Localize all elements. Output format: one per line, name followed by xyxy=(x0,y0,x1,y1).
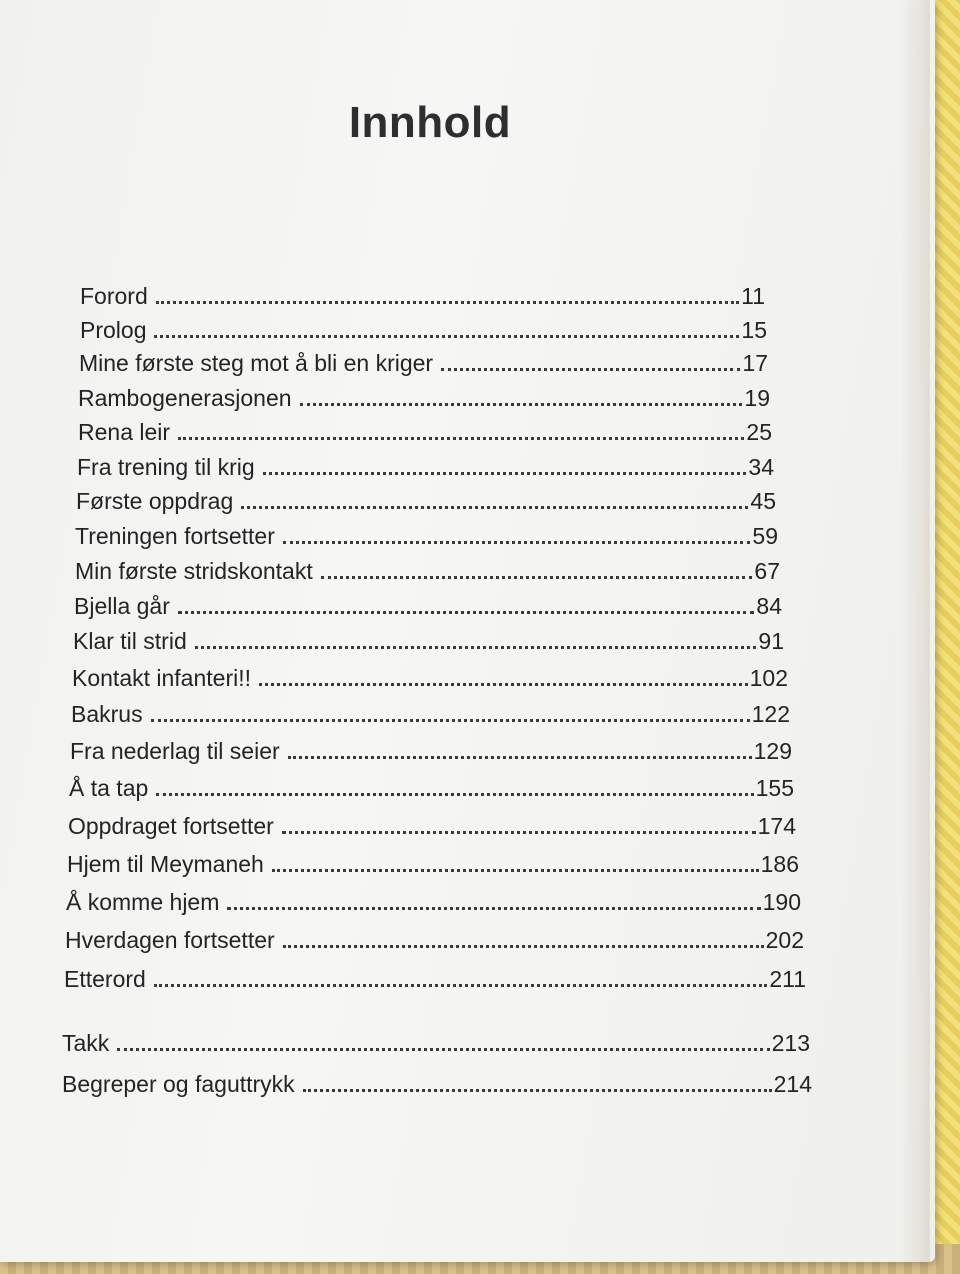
toc-entry-label: Oppdraget fortsetter xyxy=(68,813,274,839)
dot-leader xyxy=(154,984,768,987)
toc-entry xyxy=(62,1068,812,1098)
toc-entry xyxy=(73,625,784,655)
dot-leader xyxy=(263,472,747,475)
toc-entry xyxy=(66,886,801,916)
toc-entry xyxy=(64,963,806,993)
toc-entry-page: 91 xyxy=(758,628,784,654)
toc-entry-label: Prolog xyxy=(80,317,147,343)
dot-leader xyxy=(283,541,751,544)
dot-leader xyxy=(300,403,743,406)
toc-entry xyxy=(65,924,804,954)
toc-entry-page: 17 xyxy=(742,350,768,376)
toc-entry-page: 214 xyxy=(773,1071,812,1097)
toc-entry xyxy=(78,416,772,446)
dot-leader xyxy=(156,301,739,304)
dot-leader xyxy=(259,683,748,686)
toc-entry xyxy=(62,1027,810,1057)
toc-entry-page: 25 xyxy=(746,419,772,445)
dot-leader xyxy=(151,719,750,722)
dot-leader xyxy=(156,793,753,796)
toc-entry-label: Etterord xyxy=(64,966,146,992)
toc-entry-label: Bjella går xyxy=(74,593,170,619)
toc-entry xyxy=(75,555,780,585)
toc-entry-label: Å ta tap xyxy=(69,775,149,801)
dot-leader xyxy=(441,368,740,371)
toc-entry-label: Rambogenerasjonen xyxy=(78,385,292,411)
dot-leader xyxy=(321,576,753,579)
toc-entry-page: 155 xyxy=(755,775,794,801)
toc-entry-label: Bakrus xyxy=(71,701,143,727)
toc-entry-page: 84 xyxy=(756,593,782,619)
page-title: Innhold xyxy=(348,98,512,147)
toc-entry-page: 19 xyxy=(744,385,770,411)
toc-entry-label: Klar til strid xyxy=(73,628,187,654)
toc-entry-label: Begreper og faguttrykk xyxy=(62,1071,295,1097)
dot-leader xyxy=(178,437,744,440)
toc-entry-label: Fra nederlag til seier xyxy=(70,738,280,764)
dot-leader xyxy=(195,646,757,649)
toc-entry xyxy=(79,347,768,377)
toc-entry-label: Forord xyxy=(80,283,148,309)
toc-entry-label: Treningen fortsetter xyxy=(75,523,275,549)
toc-entry-label: Hjem til Meymaneh xyxy=(67,851,264,877)
toc-entry-label: Kontakt infanteri!! xyxy=(72,665,251,691)
toc-entry xyxy=(72,662,788,692)
toc-entry xyxy=(78,382,770,412)
toc-entry-page: 34 xyxy=(748,454,774,480)
toc-entry-page: 67 xyxy=(754,558,780,584)
toc-entry xyxy=(80,314,767,344)
toc-entry-page: 174 xyxy=(757,813,796,839)
toc-entry-label: Hverdagen fortsetter xyxy=(65,927,275,953)
toc-entry-label: Å komme hjem xyxy=(66,889,220,915)
toc-entry-page: 122 xyxy=(751,701,790,727)
toc-entry xyxy=(71,698,790,728)
toc-entry-label: Første oppdrag xyxy=(76,488,234,514)
toc-entry xyxy=(80,280,765,310)
toc-entry-label: Takk xyxy=(62,1030,110,1056)
toc-entry xyxy=(69,772,794,802)
dot-leader xyxy=(241,506,748,509)
toc-entry xyxy=(74,590,782,620)
toc-entry-page: 213 xyxy=(771,1030,810,1056)
toc-entry-page: 59 xyxy=(752,523,778,549)
toc-entry-label: Min første stridskontakt xyxy=(75,558,313,584)
toc-entry-page: 190 xyxy=(762,889,801,915)
toc-entry-page: 211 xyxy=(769,966,806,992)
toc-entry-page: 45 xyxy=(750,488,776,514)
toc-entry-page: 15 xyxy=(741,317,767,343)
toc-entry xyxy=(75,520,778,550)
toc-entry xyxy=(77,451,774,481)
toc-entry xyxy=(76,485,776,515)
toc-entry xyxy=(68,810,796,840)
toc-entry-label: Rena leir xyxy=(78,419,171,445)
dot-leader xyxy=(283,945,764,948)
toc-entry xyxy=(70,735,792,765)
dot-leader xyxy=(303,1089,772,1092)
dot-leader xyxy=(154,335,739,338)
toc-entry xyxy=(67,848,799,878)
dot-leader xyxy=(288,756,752,759)
dot-leader xyxy=(227,907,760,910)
toc-entry-page: 186 xyxy=(760,851,799,877)
dot-leader xyxy=(117,1048,769,1051)
toc-entry-page: 202 xyxy=(765,927,804,953)
toc-entry-label: Mine første steg mot å bli en kriger xyxy=(79,350,434,376)
toc-entry-page: 129 xyxy=(753,738,792,764)
dot-leader xyxy=(178,611,755,614)
dot-leader xyxy=(282,831,756,834)
toc-entry-page: 11 xyxy=(741,283,765,309)
toc-entry-label: Fra trening til krig xyxy=(77,454,255,480)
toc-entry-page: 102 xyxy=(749,665,788,691)
dot-leader xyxy=(272,869,759,872)
